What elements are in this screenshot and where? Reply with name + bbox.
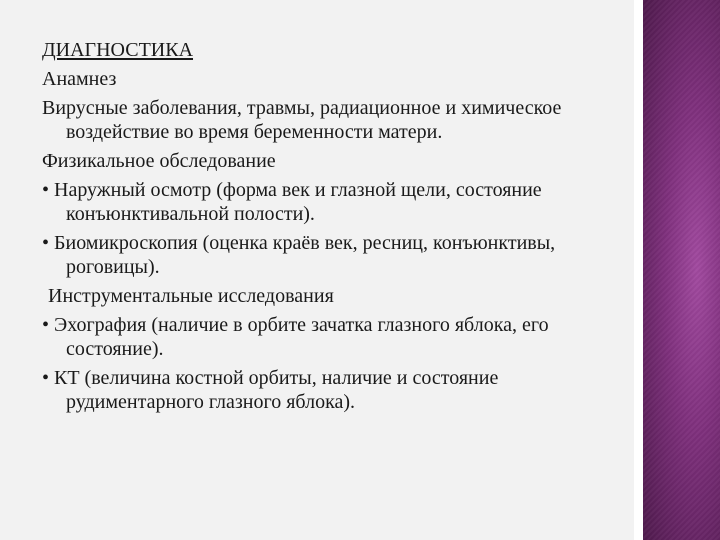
- list-item-ct: • КТ (величина костной орбиты, наличие и состояние рудиментарного глазного яблока).: [42, 367, 499, 413]
- slide-title: ДИАГНОСТИКА: [42, 39, 194, 61]
- list-item-echography: • Эхография (наличие в орбите зачатка глазного яблока, его состояние).: [42, 314, 549, 360]
- decorative-side-panel: [643, 0, 720, 540]
- section-instrumental-heading: Инструментальные исследования: [48, 285, 334, 307]
- anamnesis-text: Вирусные заболевания, травмы, радиационное и химическое воздействие во время беременности матери.: [42, 97, 562, 143]
- list-item-biomicroscopy: • Биомикроскопия (оценка краёв век, ресниц, конъюнктивы, роговицы).: [42, 232, 556, 278]
- section-physical-exam-heading: Физикальное обследование: [42, 150, 276, 172]
- slide-content: [42, 38, 622, 419]
- list-item-external-exam: • Наружный осмотр (форма век и глазной щели, состояние конъюнктивальной полости).: [42, 179, 542, 225]
- panel-divider: [634, 0, 643, 540]
- section-anamnesis-heading: Анамнез: [42, 68, 117, 90]
